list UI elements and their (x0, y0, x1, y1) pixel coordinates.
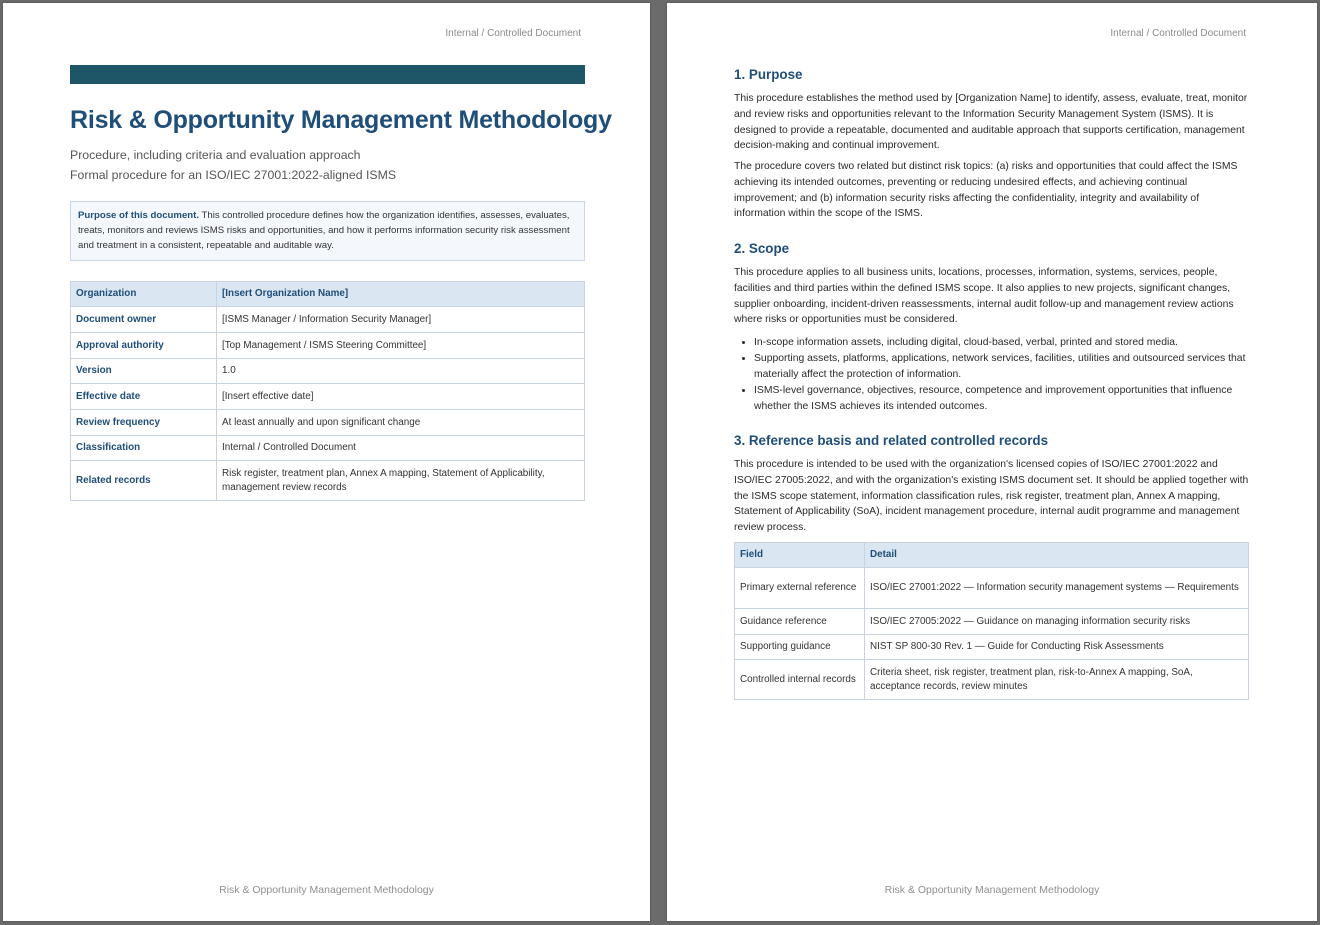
document-title: Risk & Opportunity Management Methodology (70, 106, 612, 134)
row-value: [Insert effective date] (217, 384, 585, 410)
section-heading-scope: 2. Scope (734, 241, 790, 256)
cell-detail: ISO/IEC 27005:2022 — Guidance on managing information security risks (865, 609, 1249, 635)
reference-table (734, 542, 1249, 700)
table-row (71, 384, 585, 410)
table-row (71, 359, 585, 384)
table-row (735, 635, 1249, 660)
title-accent-bar (70, 65, 585, 84)
row-value: Internal / Controlled Document (217, 436, 585, 461)
table-row (71, 333, 585, 359)
document-subtitle-2: Formal procedure for an ISO/IEC 27001:2022-aligned ISMS (70, 168, 397, 182)
section-paragraph: This procedure applies to all business units, locations, processes, information, systems, services, people, facilities and third parties within the defined ISMS scope. It also applies to new projects, significant changes, supplier onboarding, incident-driven reassessments, internal audit follow-up and management review actions where risks or opportunities must be considered. (734, 267, 1234, 326)
section-paragraph: This procedure is intended to be used with the organization's licensed copies of ISO/IEC 27001:2022 and ISO/IEC 27005:2022, and with the organization's existing ISMS document set. It should be applied together with the ISMS scope statement, information classification rules, risk register, treatment plan, Annex A mapping, Statement of Applicability (SoA), incident management procedure, internal audit programme and management review process. (734, 459, 1249, 534)
row-value: 1.0 (217, 359, 585, 384)
purpose-text: This controlled procedure defines how the organization identifies, assesses, evaluates, treats, monitors and reviews ISMS risks and opportunities, and how it performs information security risk assessment and treatment in a consistent, repeatable and auditable way. (78, 210, 570, 251)
cell-field: Guidance reference (735, 609, 865, 635)
row-key: Approval authority (71, 333, 217, 359)
document-control-table (70, 281, 585, 501)
purpose-callout (70, 201, 585, 261)
table-row (71, 282, 585, 307)
document-page-2 (667, 3, 1317, 921)
table-row (735, 609, 1249, 635)
cell-field: Controlled internal records (735, 660, 865, 700)
row-key: Version (71, 359, 217, 384)
row-key: Effective date (71, 384, 217, 410)
column-header: Detail (865, 543, 1249, 568)
document-page-1 (3, 3, 650, 921)
header-classification: Internal / Controlled Document (1110, 28, 1246, 39)
section-heading-purpose: 1. Purpose (734, 67, 803, 82)
page-footer: Risk & Opportunity Management Methodology (884, 884, 1100, 896)
row-key: Related records (71, 461, 217, 501)
header-classification: Internal / Controlled Document (445, 28, 581, 39)
row-value: Risk register, treatment plan, Annex A mapping, Statement of Applicability, management review records (217, 461, 585, 501)
table-row (71, 410, 585, 436)
document-subtitle: Procedure, including criteria and evaluation approach (70, 148, 361, 162)
section-heading-reference: 3. Reference basis and related controlled records (734, 433, 1049, 448)
cell-detail: NIST SP 800-30 Rev. 1 — Guide for Conducting Risk Assessments (865, 635, 1249, 660)
list-item: • In-scope information assets, including digital, cloud-based, verbal, printed and stored media. (754, 335, 1252, 351)
table-row (71, 436, 585, 461)
table-row (735, 660, 1249, 700)
page-footer: Risk & Opportunity Management Methodology (219, 884, 434, 896)
cell-detail: ISO/IEC 27001:2022 — Information security management systems — Requirements (865, 568, 1249, 609)
row-key: Review frequency (71, 410, 217, 436)
cell-field: Supporting guidance (735, 635, 865, 660)
row-value: At least annually and upon significant change (217, 410, 585, 436)
cell-field: Primary external reference (735, 568, 865, 609)
row-value: [Top Management / ISMS Steering Committee] (217, 333, 585, 359)
section-paragraph: This procedure establishes the method used by [Organization Name] to identify, assess, evaluate, treat, monitor and review risks and opportunities relevant to the Information Security Management System (ISMS). It is designed to provide a repeatable, documented and auditable approach that supports certification, management decision-making and continual improvement. (734, 93, 1248, 152)
table-row (71, 461, 585, 501)
column-header: Field (735, 543, 865, 568)
table-header-row (735, 543, 1249, 568)
list-item: • ISMS-level governance, objectives, resource, competence and improvement opportunities that influence whether the ISMS achieves its intended outcomes. (754, 383, 1252, 415)
row-value: [ISMS Manager / Information Security Manager] (217, 307, 585, 333)
cell-detail: Criteria sheet, risk register, treatment plan, risk-to-Annex A mapping, SoA, acceptance records, review minutes (865, 660, 1249, 700)
table-row (735, 568, 1249, 609)
row-key: Document owner (71, 307, 217, 333)
row-key: Organization (71, 282, 217, 307)
list-item: • Supporting assets, platforms, applications, network services, facilities, utilities and outsourced services that materially affect the protection of information. (754, 351, 1252, 383)
purpose-lead: Purpose of this document. (78, 210, 199, 221)
row-value: [Insert Organization Name] (217, 282, 585, 307)
row-key: Classification (71, 436, 217, 461)
table-row (71, 307, 585, 333)
section-paragraph: The procedure covers two related but distinct risk topics: (a) risks and opportunities that could affect the ISMS achieving its intended outcomes, preventing or reducing undesired effects, and achieving continual improvement; and (b) information security risks affecting the confidentiality, integrity and availability of information within the scope of the ISMS. (734, 161, 1238, 220)
scope-bullet-list (734, 335, 1252, 415)
